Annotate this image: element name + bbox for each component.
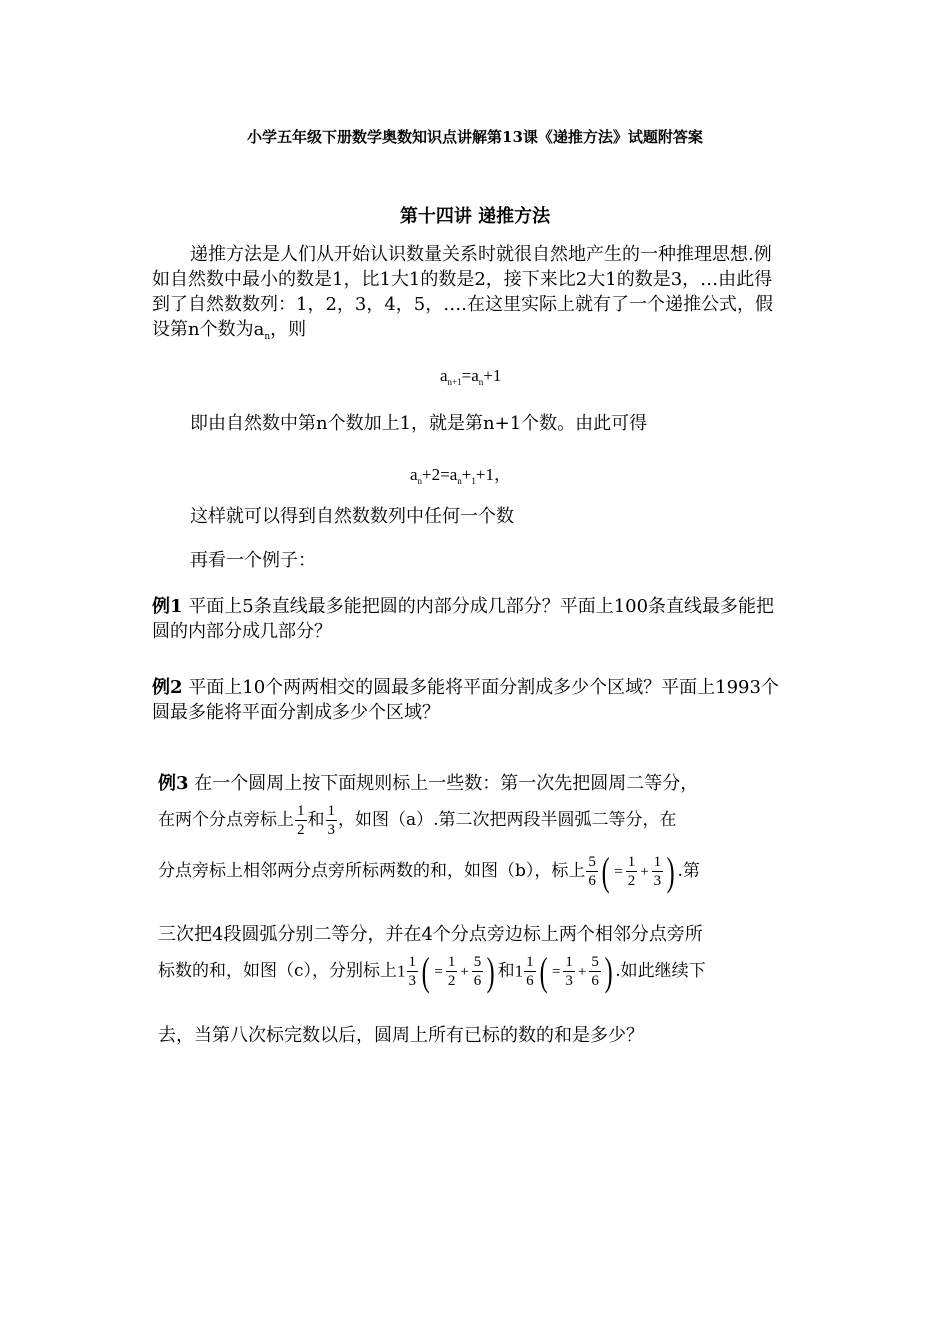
- plus-sign: +: [640, 863, 649, 880]
- example-3-line-5: [158, 950, 706, 993]
- fraction-numerator: 1: [408, 954, 417, 970]
- close-paren: ): [666, 848, 675, 894]
- example-3-label: 例3: [158, 773, 189, 794]
- formula-1-tail: +1: [483, 366, 502, 385]
- example-3-line-2: [158, 799, 677, 841]
- fraction-denominator: 3: [408, 973, 417, 989]
- formula-2-mid: +2=a: [422, 465, 458, 484]
- example-3-text: 在一个圆周上按下面规则标上一些数：第一次先把圆周二等分，: [188, 773, 699, 794]
- fraction-five-sixths: [589, 953, 601, 990]
- example-3-line-5-c: .如此继续下: [615, 961, 706, 981]
- example-2-line-2: 圆最多能将平面分割成多少个区域？: [152, 702, 440, 723]
- mixed-number-whole: 1: [397, 961, 406, 981]
- formula-1-sub1: n+1: [447, 377, 462, 387]
- fraction-numerator: 1: [653, 854, 662, 870]
- document-title: 小学五年级下册数学奥数知识点讲解第13课《递推方法》试题附答案: [247, 128, 703, 146]
- text-line-2: 即由自然数中第n个数加上1，就是第n+1个数。由此可得: [190, 413, 648, 434]
- intro-line-1: 递推方法是人们从开始认识数量关系时就很自然地产生的一种推理思想.例: [190, 244, 772, 265]
- text-line-4: 再看一个例子：: [190, 550, 316, 571]
- fraction-five-sixths: [472, 953, 484, 990]
- fraction-one-half: [626, 853, 638, 890]
- example-1-line-2: 圆的内部分成几部分？: [152, 621, 332, 642]
- fraction-numerator: 1: [526, 954, 534, 970]
- text-line-3: 这样就可以得到自然数数列中任何一个数: [190, 506, 514, 527]
- fraction-one-third: [326, 802, 338, 839]
- lecture-title: 第十四讲 递推方法: [399, 206, 551, 227]
- fraction-one-third: [652, 853, 664, 890]
- formula-2-mid2: +: [461, 465, 472, 484]
- fraction-numerator: 5: [591, 954, 599, 970]
- formula-2-a: a: [410, 465, 418, 484]
- formula-2-tail: +1，: [475, 465, 511, 484]
- fraction-one-half: [446, 953, 458, 990]
- fraction-denominator: 3: [565, 973, 573, 989]
- example-3-line-2-a: 在两个分点旁标上: [158, 810, 294, 830]
- example-3-line-1: [158, 772, 698, 796]
- example-1-text: 平面上5条直线最多能把圆的内部分成几部分？平面上100条直线最多能把: [182, 596, 775, 617]
- fraction-numerator: 1: [627, 854, 636, 870]
- fraction-denominator: 2: [297, 822, 305, 838]
- plus-sign: +: [577, 963, 587, 980]
- fraction-denominator: 3: [653, 873, 662, 889]
- formula-1-eq: =a: [461, 366, 479, 385]
- fraction-denominator: 3: [327, 822, 335, 838]
- example-3-line-3-b: .第: [677, 861, 700, 881]
- fraction-one-third: [563, 953, 575, 990]
- fraction-numerator: 5: [473, 954, 482, 970]
- formula-1-a: a: [440, 366, 448, 385]
- fraction-one-third: [407, 953, 419, 990]
- intro-line-3: 到了自然数数列：1，2，3，4，5，….在这里实际上就有了一个递推公式，假: [152, 294, 773, 315]
- equals-sign: =: [551, 963, 561, 980]
- formula-2-sub1: n: [417, 476, 423, 486]
- example-3-line-5-b: 和: [497, 961, 515, 981]
- example-1-label: 例1: [152, 596, 183, 617]
- close-paren: ): [604, 948, 613, 994]
- intro-line-4-sub: n: [264, 332, 271, 342]
- mixed-number-whole: 1: [514, 961, 524, 981]
- plus-sign: +: [460, 963, 469, 980]
- fraction-numerator: 1: [565, 954, 573, 970]
- close-paren: ): [486, 948, 495, 994]
- fraction-numerator: 1: [297, 803, 305, 819]
- fraction-numerator: 1: [447, 954, 456, 970]
- formula-1: [440, 366, 501, 387]
- fraction-five-sixths: [586, 853, 598, 890]
- formula-1-sub2: n: [478, 377, 484, 387]
- fraction-denominator: 2: [627, 873, 636, 889]
- fraction-denominator: 2: [447, 973, 456, 989]
- example-2-label: 例2: [152, 677, 183, 698]
- example-3-line-3: [158, 850, 700, 893]
- intro-line-4: [152, 318, 306, 349]
- example-2-text: 平面上10个两两相交的圆最多能将平面分割成多少个区域？平面上1993个: [182, 677, 779, 698]
- example-2-line-1: [152, 676, 779, 700]
- fraction-one-sixth: [524, 953, 536, 990]
- example-1-line-1: [152, 595, 774, 619]
- formula-2-sub3: 1: [471, 476, 476, 486]
- equals-sign: =: [434, 963, 443, 980]
- fraction-numerator: 5: [588, 854, 596, 870]
- example-3-line-2-b: 和: [307, 810, 325, 830]
- open-paren: (: [539, 948, 548, 994]
- fraction-numerator: 1: [327, 803, 335, 819]
- example-3-line-3-a: 分点旁标上相邻两分点旁所标两数的和，如图（b），标上: [158, 861, 586, 881]
- formula-2-sub2: n: [457, 476, 462, 486]
- open-paren: (: [421, 948, 430, 994]
- intro-line-4-pre: 设第n个数为a: [152, 319, 265, 340]
- example-3-line-2-c: ，如图（a）.第二次把两段半圆弧二等分，在: [338, 810, 677, 830]
- example-3-line-4: 三次把4段圆弧分别二等分，并在4个分点旁边标上两个相邻分点旁所: [158, 924, 703, 945]
- open-paren: (: [601, 848, 610, 894]
- fraction-one-half: [295, 802, 307, 839]
- equals-sign: =: [614, 863, 623, 880]
- example-3-line-6: 去，当第八次标完数以后，圆周上所有已标的数的和是多少？: [158, 1025, 644, 1046]
- fraction-denominator: 6: [591, 973, 599, 989]
- intro-line-4-post: ，则: [270, 319, 307, 340]
- formula-2: [410, 460, 511, 486]
- fraction-denominator: 6: [526, 973, 534, 989]
- fraction-denominator: 6: [473, 973, 482, 989]
- intro-line-2: 如自然数中最小的数是1，比1大1的数是2，接下来比2大1的数是3，…由此得: [152, 269, 773, 290]
- fraction-denominator: 6: [588, 873, 596, 889]
- example-3-line-5-a: 标数的和，如图（c），分别标上: [158, 961, 398, 981]
